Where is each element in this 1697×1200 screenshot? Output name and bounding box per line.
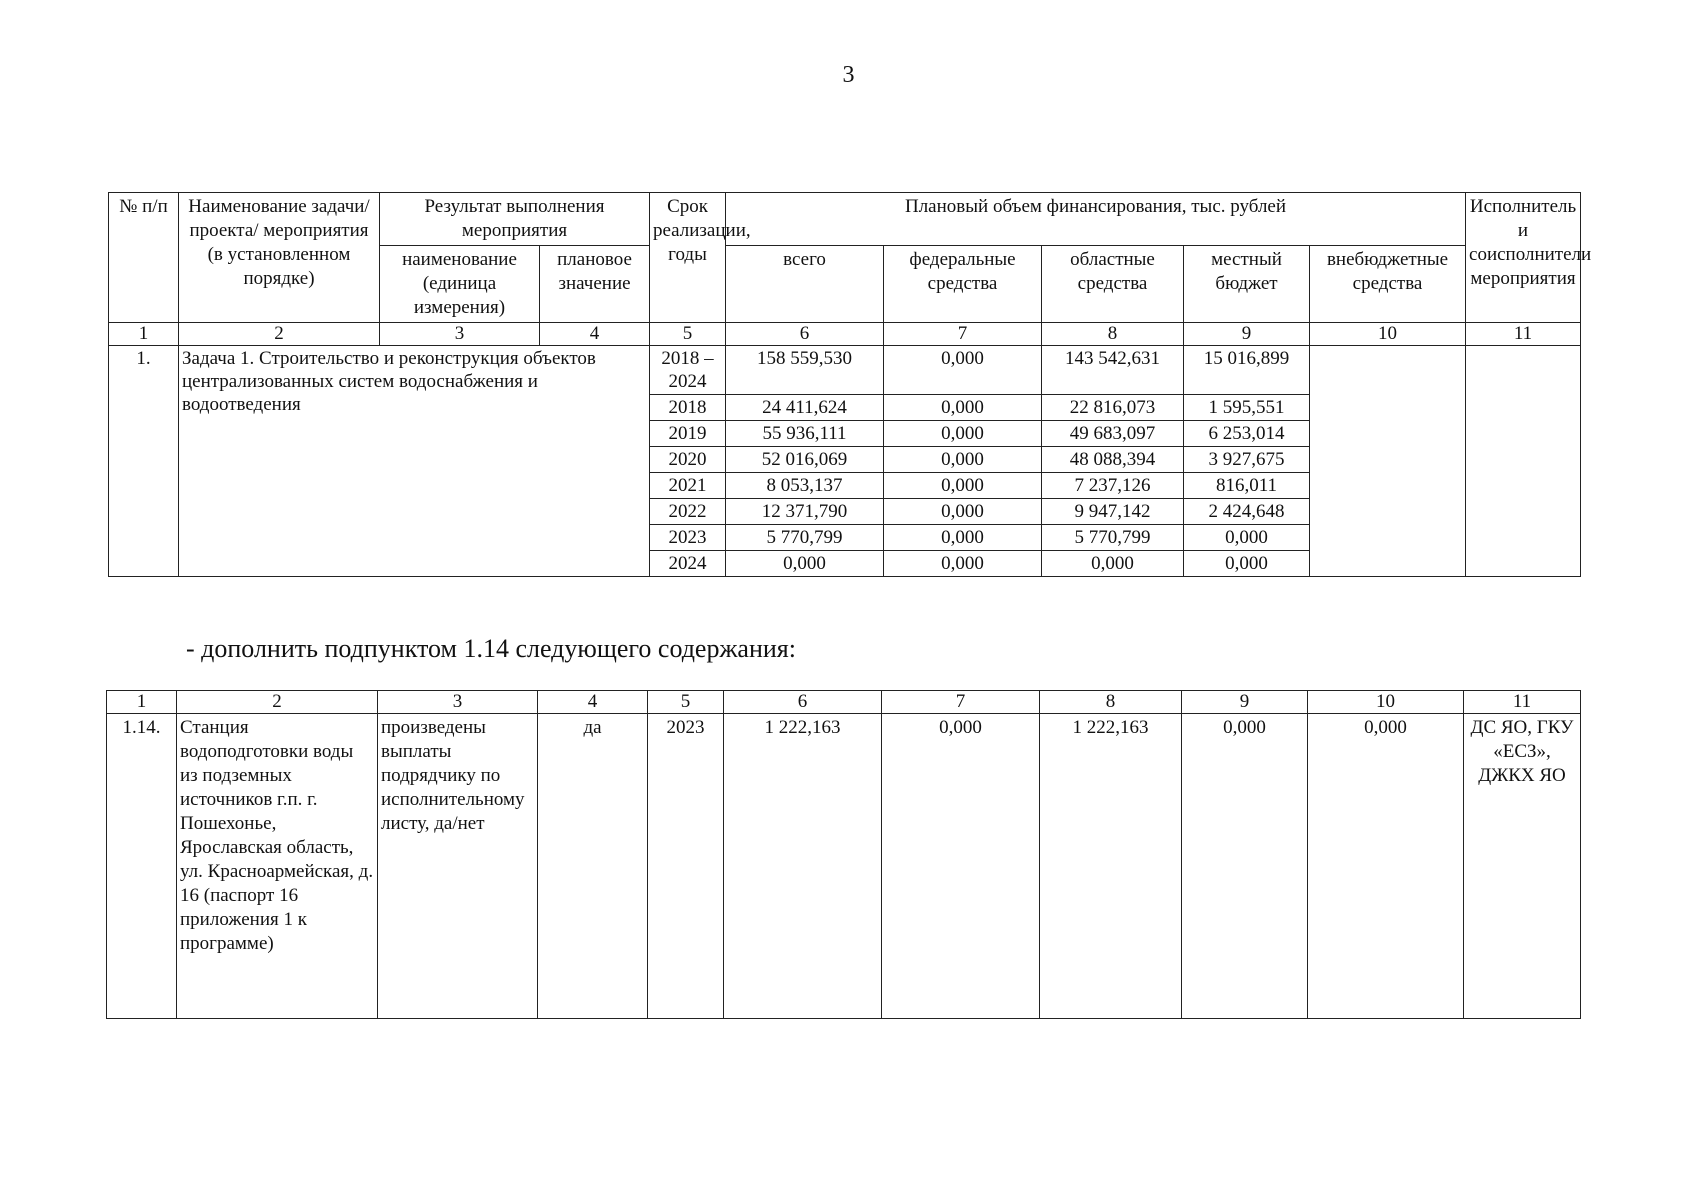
col-number: 8	[1040, 691, 1182, 714]
year-cell: 2022	[650, 499, 726, 525]
header-result-name: наименование (единица измерения)	[380, 246, 540, 323]
funding-table	[108, 192, 1592, 577]
total-cell: 0,000	[726, 551, 884, 577]
regional-cell: 5 770,799	[1042, 525, 1184, 551]
federal-cell: 0,000	[884, 473, 1042, 499]
col-number: 9	[1184, 323, 1310, 346]
col-number: 1	[109, 323, 179, 346]
local-cell: 0,000	[1184, 525, 1310, 551]
total-cell: 52 016,069	[726, 447, 884, 473]
col-number: 8	[1042, 323, 1184, 346]
total-cell: 8 053,137	[726, 473, 884, 499]
year-cell: 2021	[650, 473, 726, 499]
offbudget-cell	[1310, 346, 1466, 577]
col-number: 7	[882, 691, 1040, 714]
total-cell: 12 371,790	[726, 499, 884, 525]
row-num: 1.	[109, 346, 179, 577]
local-cell: 6 253,014	[1184, 421, 1310, 447]
col-number: 1	[107, 691, 177, 714]
col-number: 2	[179, 323, 380, 346]
col-number: 3	[378, 691, 538, 714]
local-cell: 2 424,648	[1184, 499, 1310, 525]
year-cell: 2018	[650, 395, 726, 421]
local-cell: 1 595,551	[1184, 395, 1310, 421]
page-number: 3	[842, 62, 855, 88]
table-row	[107, 714, 1581, 1019]
total-cell: 5 770,799	[726, 525, 884, 551]
header-result: Результат выполнения мероприятия	[380, 193, 650, 246]
header-executor: Исполнитель и соисполнители мероприятия	[1466, 193, 1581, 323]
total-cell: 1 222,163	[724, 714, 882, 1019]
offbudget-cell: 0,000	[1308, 714, 1464, 1019]
year-cell: 2018 – 2024	[650, 346, 726, 395]
total-cell: 24 411,624	[726, 395, 884, 421]
col-number: 4	[538, 691, 648, 714]
row-name: Станция водоподготовки воды из подземных источников г.п. г. Пошехонье, Ярославская область, ул. Красноармейская, д. 16 (паспорт 16 приложения 1 к программе)	[177, 714, 378, 1019]
executor-cell	[1466, 346, 1581, 577]
row-num: 1.14.	[107, 714, 177, 1019]
col-number: 11	[1464, 691, 1581, 714]
regional-cell: 22 816,073	[1042, 395, 1184, 421]
federal-cell: 0,000	[884, 421, 1042, 447]
subitem-table	[106, 690, 1581, 1019]
col-number: 10	[1308, 691, 1464, 714]
period-cell: 2023	[648, 714, 724, 1019]
federal-cell: 0,000	[882, 714, 1040, 1019]
header-offbudget: внебюджетные средства	[1310, 246, 1466, 323]
header-total: всего	[726, 246, 884, 323]
col-number: 4	[540, 323, 650, 346]
total-cell: 55 936,111	[726, 421, 884, 447]
regional-cell: 9 947,142	[1042, 499, 1184, 525]
result-plan-cell: да	[538, 714, 648, 1019]
regional-cell: 1 222,163	[1040, 714, 1182, 1019]
col-number: 6	[724, 691, 882, 714]
local-cell: 0,000	[1182, 714, 1308, 1019]
local-cell: 3 927,675	[1184, 447, 1310, 473]
col-number: 6	[726, 323, 884, 346]
regional-cell: 7 237,126	[1042, 473, 1184, 499]
federal-cell: 0,000	[884, 499, 1042, 525]
regional-cell: 143 542,631	[1042, 346, 1184, 395]
col-number: 7	[884, 323, 1042, 346]
year-cell: 2024	[650, 551, 726, 577]
col-number: 3	[380, 323, 540, 346]
col-number: 10	[1310, 323, 1466, 346]
regional-cell: 0,000	[1042, 551, 1184, 577]
total-cell: 158 559,530	[726, 346, 884, 395]
header-num: № п/п	[109, 193, 179, 323]
col-number: 2	[177, 691, 378, 714]
local-cell: 15 016,899	[1184, 346, 1310, 395]
local-cell: 816,011	[1184, 473, 1310, 499]
col-number: 9	[1182, 691, 1308, 714]
federal-cell: 0,000	[884, 551, 1042, 577]
header-result-plan: плановое значение	[540, 246, 650, 323]
year-cell: 2020	[650, 447, 726, 473]
year-cell: 2019	[650, 421, 726, 447]
executor-cell: ДС ЯО, ГКУ «ЕСЗ», ДЖКХ ЯО	[1464, 714, 1581, 1019]
col-number: 11	[1466, 323, 1581, 346]
amendment-note: - дополнить подпунктом 1.14 следующего содержания:	[186, 634, 796, 663]
table-row	[109, 346, 1581, 395]
regional-cell: 49 683,097	[1042, 421, 1184, 447]
header-period: Срок реализации, годы	[650, 193, 726, 323]
header-funding: Плановый объем финансирования, тыс. рублей	[726, 193, 1466, 246]
result-name-cell: произведены выплаты подрядчику по исполнительному листу, да/нет	[378, 714, 538, 1019]
local-cell: 0,000	[1184, 551, 1310, 577]
header-local: местный бюджет	[1184, 246, 1310, 323]
header-name: Наименование задачи/проекта/ мероприятия (в установленном порядке)	[179, 193, 380, 323]
federal-cell: 0,000	[884, 395, 1042, 421]
col-number: 5	[650, 323, 726, 346]
col-number: 5	[648, 691, 724, 714]
header-federal: федеральные средства	[884, 246, 1042, 323]
regional-cell: 48 088,394	[1042, 447, 1184, 473]
year-cell: 2023	[650, 525, 726, 551]
row-name: Задача 1. Строительство и реконструкция объектов централизованных систем водоснабжения и водоотведения	[179, 346, 650, 577]
federal-cell: 0,000	[884, 447, 1042, 473]
federal-cell: 0,000	[884, 346, 1042, 395]
federal-cell: 0,000	[884, 525, 1042, 551]
header-regional: областные средства	[1042, 246, 1184, 323]
